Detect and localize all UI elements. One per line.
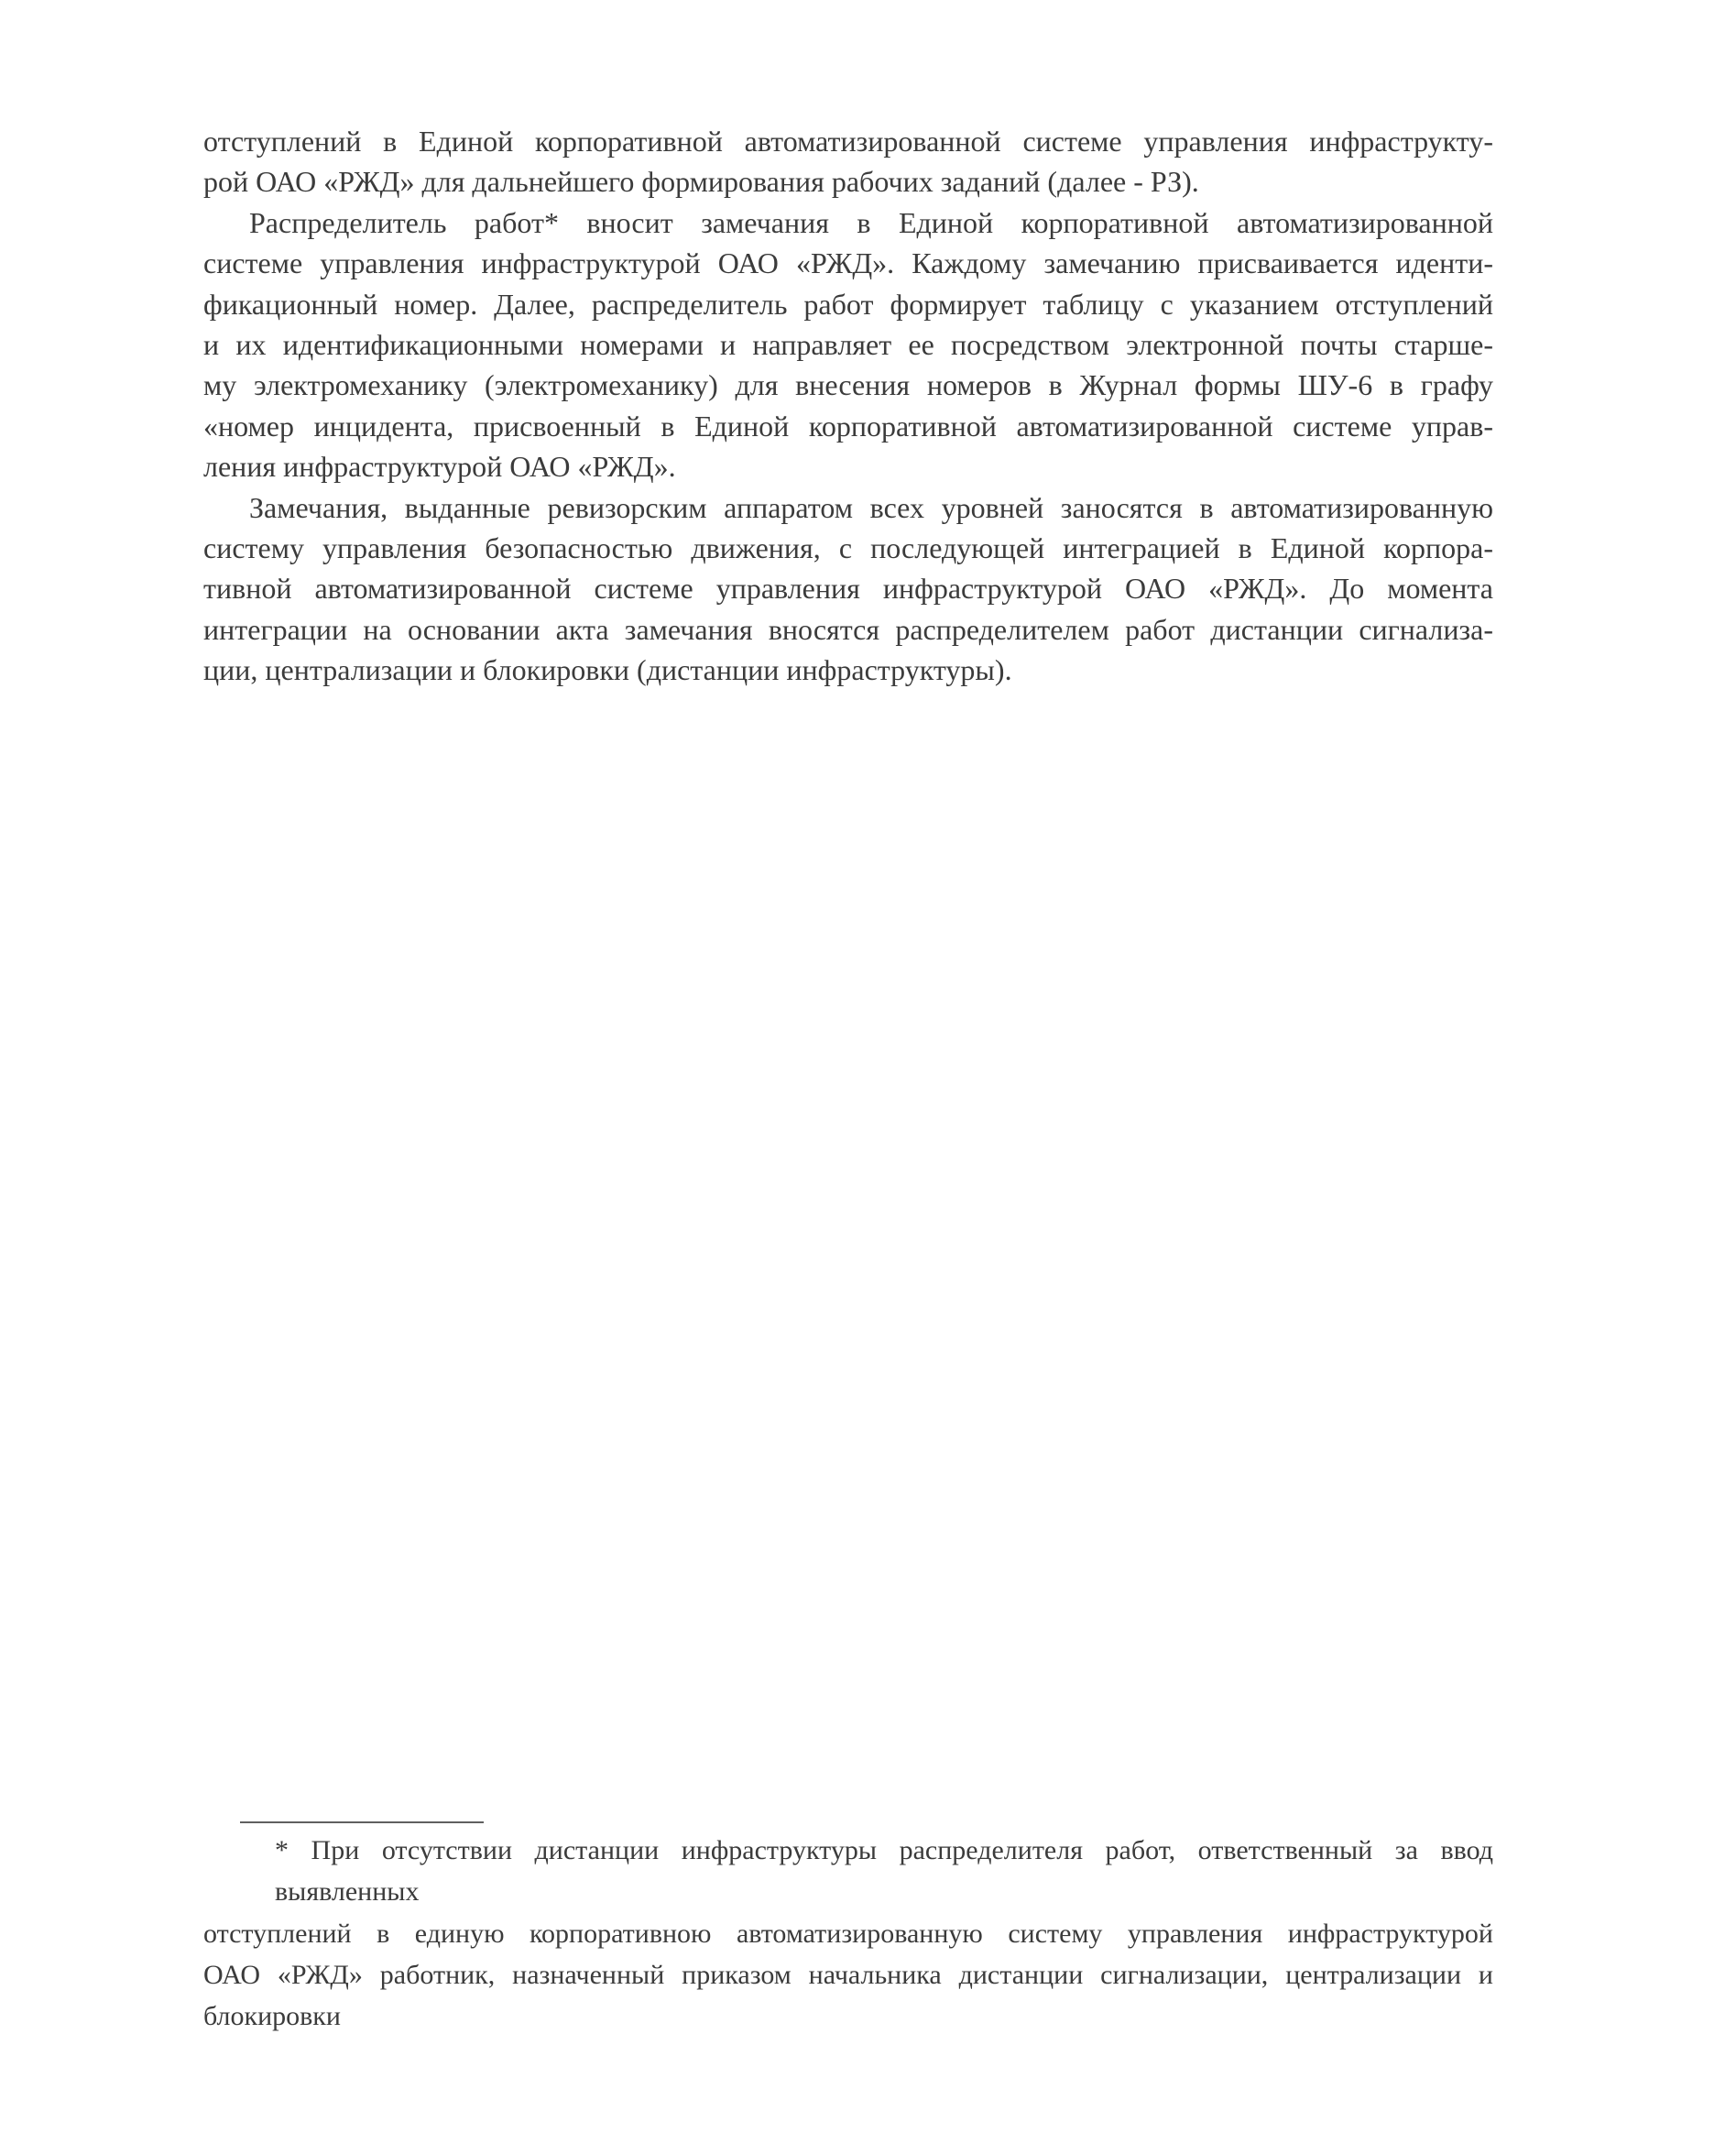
footnote-line: отступлений в единую корпоративною автоматизированную систему управления инфраструктурой <box>203 1918 1493 1949</box>
footnote-line: * При отсутствии дистанции инфраструктуры распределителя работ, ответственный за ввод выявленных <box>275 1835 1493 1908</box>
document-body <box>203 121 1493 691</box>
text-line: тивной автоматизированной системе управления инфраструктурой ОАО «РЖД». До момента <box>203 572 1493 606</box>
paragraph-2 <box>203 202 1493 487</box>
footnote-separator <box>240 1821 484 1823</box>
text-line: Распределитель работ* вносит замечания в Единой корпоративной автоматизированной <box>249 205 1493 239</box>
text-line: фикационный номер. Далее, распределитель работ формирует таблицу с указанием отступлений <box>203 287 1493 321</box>
footnote-line: ОАО «РЖД» работник, назначенный приказом начальника дистанции сигнализации, централизации и <box>203 1959 1493 1990</box>
text-line: Замечания, выданные ревизорским аппаратом всех уровней заносятся в автоматизированную <box>249 490 1493 524</box>
text-line: систему управления безопасностью движения, с последующей интеграцией в Единой корпора- <box>203 531 1493 565</box>
text-line: ления инфраструктурой ОАО «РЖД». <box>203 450 676 484</box>
text-line: системе управления инфраструктурой ОАО «РЖД». Каждому замечанию присваивается иденти- <box>203 246 1493 280</box>
text-line: отступлений в Единой корпоративной автоматизированной системе управления инфраструкту- <box>203 125 1493 158</box>
footnote-line: блокировки <box>203 2001 341 2032</box>
footnote <box>203 1830 1493 2037</box>
text-line: «номер инцидента, присвоенный в Единой корпоративной автоматизированной системе управ- <box>203 409 1493 443</box>
paragraph-3 <box>203 487 1493 691</box>
text-line: му электромеханику (электромеханику) для внесения номеров в Журнал формы ШУ-6 в графу <box>203 368 1493 402</box>
text-line: ции, централизации и блокировки (дистанции инфраструктуры). <box>203 653 1012 687</box>
text-line: рой ОАО «РЖД» для дальнейшего формирования рабочих заданий (далее - РЗ). <box>203 165 1199 199</box>
paragraph-1 <box>203 121 1493 202</box>
text-line: интеграции на основании акта замечания вносятся распределителем работ дистанции сигнализа- <box>203 612 1493 646</box>
text-line: и их идентификационными номерами и направляет ее посредством электронной почты старше- <box>203 328 1493 362</box>
